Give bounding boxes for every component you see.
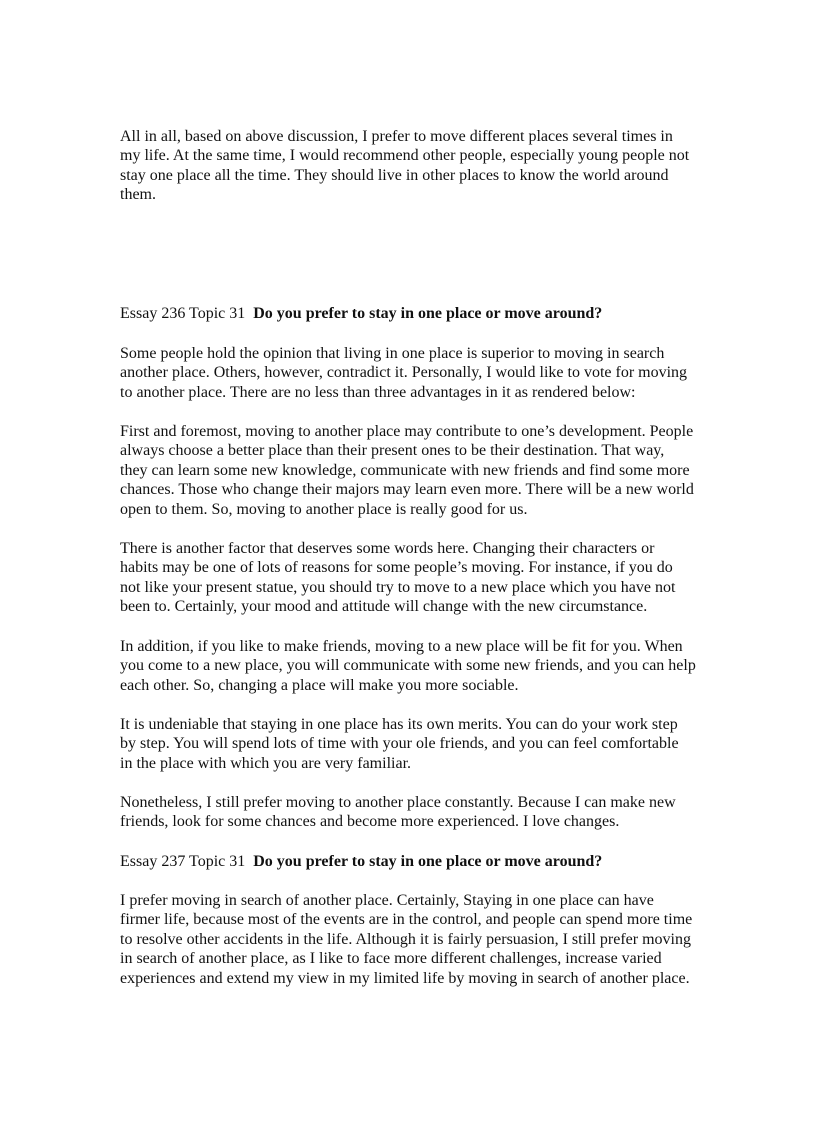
text-line: to another place. There are no less than three advantages in it as rendered below: [120,383,636,401]
text-line: my life. At the same time, I would recommend other people, especially young people not [120,147,690,165]
text-line: First and foremost, moving to another place may contribute to one’s development. People [120,423,694,440]
essay-236-paragraph-1 [120,422,710,519]
text-line: firmer life, because most of the events are in the control, and people can spend more time [120,911,693,929]
text-line: been to. Certainly, your mood and attitude will change with the new circumstance. [120,598,648,616]
text-line: All in all, based on above discussion, I prefer to move different places several times in [120,128,673,145]
essay-236-paragraph-5 [120,793,710,832]
text-line: open to them. So, moving to another place is really good for us. [120,500,528,518]
text-line: in search of another place, as I like to face more different challenges, increase varied [120,950,662,968]
essay-236-label: Essay 236 Topic 31 [120,305,246,322]
text-line: another place. Others, however, contradict it. Personally, I would like to vote for moving [120,364,688,382]
text-line: Nonetheless, I still prefer moving to another place constantly. Because I can make new [120,794,676,811]
essay-236-heading [120,304,720,323]
essay-237-heading [120,852,720,871]
text-line: to resolve other accidents in the life. Although it is fairly persuasion, I still prefer moving [120,930,691,948]
text-line: you come to a new place, you will communicate with some new friends, and you can help [120,657,696,675]
essay-236-paragraph-4 [120,715,710,773]
text-line: chances. Those who change their majors may learn even more. There will be a new world [120,481,694,499]
text-line: in the place with which you are very familiar. [120,754,412,772]
text-line: There is another factor that deserves some words here. Changing their characters or [120,540,655,557]
text-line: each other. So, changing a place will make you more sociable. [120,676,519,694]
text-line: always choose a better place than their present ones to be their destination. That way, [120,442,665,460]
paragraph-conclusion-previous-essay [120,127,710,205]
text-line: by step. You will spend lots of time with your ole friends, and you can feel comfortable [120,735,679,753]
text-line: I prefer moving in search of another place. Certainly, Staying in one place can have [120,892,654,909]
text-line: habits may be one of lots of reasons for some people’s moving. For instance, if you do [120,559,673,577]
text-line: them. [120,186,156,204]
essay-236-paragraph-2 [120,539,710,617]
essay-236-intro [120,344,710,402]
text-line: not like your present statue, you should try to move to a new place which you have not [120,578,676,596]
essay-236-question: Do you prefer to stay in one place or move around? [253,305,603,322]
text-line: stay one place all the time. They should live in other places to know the world around [120,166,669,184]
essay-236-paragraph-3 [120,637,710,695]
essay-237-question: Do you prefer to stay in one place or move around? [253,853,603,870]
text-line: Some people hold the opinion that living in one place is superior to moving in search [120,345,665,362]
text-line: experiences and extend my view in my limited life by moving in search of another place. [120,969,690,987]
text-line: friends, look for some chances and become more experienced. I love changes. [120,813,620,831]
essay-237-label: Essay 237 Topic 31 [120,853,246,870]
essay-237-intro [120,891,710,988]
text-line: In addition, if you like to make friends, moving to a new place will be fit for you. When [120,638,683,655]
text-line: It is undeniable that staying in one place has its own merits. You can do your work step [120,716,678,733]
text-line: they can learn some new knowledge, communicate with new friends and find some more [120,461,690,479]
